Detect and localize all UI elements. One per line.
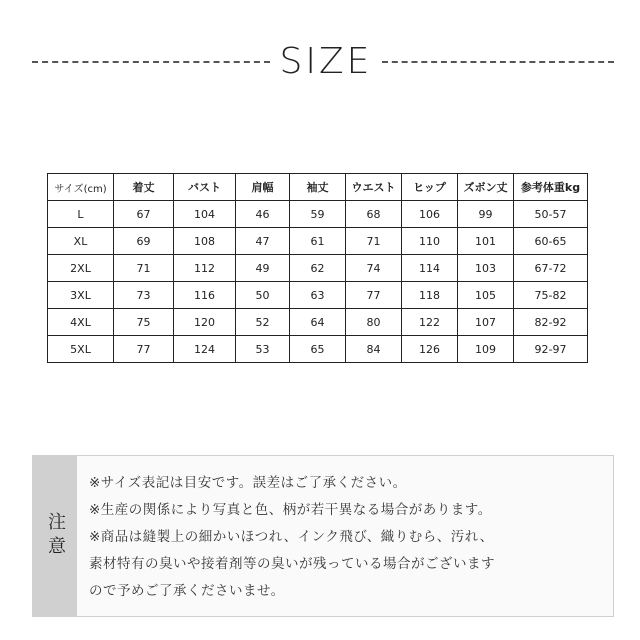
notice-label: 注意	[45, 512, 66, 560]
table-cell: 106	[402, 201, 458, 228]
header-size: サイズ(cm)	[48, 174, 114, 201]
table-cell: 116	[174, 282, 236, 309]
table-row	[48, 201, 588, 228]
header-pants-length: ズボン丈	[458, 174, 514, 201]
size-label-cell: 4XL	[48, 309, 114, 336]
size-label-cell: L	[48, 201, 114, 228]
table-cell: 105	[458, 282, 514, 309]
notice-line: ※サイズ表記は目安です。誤差はご了承ください。	[89, 475, 407, 491]
notice-line: ※商品は縫製上の細かいほつれ、インク飛び、織りむら、汚れ、	[89, 529, 494, 545]
table-cell: 64	[290, 309, 346, 336]
notice-line: ※生産の関係により写真と色、柄が若干異なる場合があります。	[89, 502, 492, 518]
table-cell: 99	[458, 201, 514, 228]
title-divider-right	[382, 61, 614, 63]
size-label-cell: 2XL	[48, 255, 114, 282]
table-cell: 73	[114, 282, 174, 309]
table-cell: 46	[236, 201, 290, 228]
table-cell: 71	[114, 255, 174, 282]
table-cell: 62	[290, 255, 346, 282]
table-cell: 101	[458, 228, 514, 255]
table-cell: 122	[402, 309, 458, 336]
table-cell: 65	[290, 336, 346, 363]
header-hip: ヒップ	[402, 174, 458, 201]
table-cell: 103	[458, 255, 514, 282]
table-cell: 82-92	[514, 309, 588, 336]
table-cell: 74	[346, 255, 402, 282]
table-cell: 71	[346, 228, 402, 255]
header-bust: バスト	[174, 174, 236, 201]
page-title: SIZE	[279, 41, 373, 82]
table-cell: 77	[114, 336, 174, 363]
table-cell: 60-65	[514, 228, 588, 255]
notice-line: ので予めご了承くださいませ。	[89, 583, 285, 599]
table-cell: 61	[290, 228, 346, 255]
table-cell: 50-57	[514, 201, 588, 228]
table-cell: 53	[236, 336, 290, 363]
header-length: 着丈	[114, 174, 174, 201]
table-cell: 107	[458, 309, 514, 336]
header-sleeve: 袖丈	[290, 174, 346, 201]
table-cell: 92-97	[514, 336, 588, 363]
table-cell: 75-82	[514, 282, 588, 309]
table-cell: 84	[346, 336, 402, 363]
table-cell: 77	[346, 282, 402, 309]
table-cell: 118	[402, 282, 458, 309]
table-cell: 52	[236, 309, 290, 336]
table-cell: 112	[174, 255, 236, 282]
table-cell: 69	[114, 228, 174, 255]
table-cell: 67	[114, 201, 174, 228]
size-table-body	[48, 201, 588, 363]
header-weight: 参考体重kg	[514, 174, 588, 201]
table-cell: 80	[346, 309, 402, 336]
table-cell: 126	[402, 336, 458, 363]
title-row	[0, 38, 640, 86]
table-cell: 124	[174, 336, 236, 363]
table-cell: 104	[174, 201, 236, 228]
table-row	[48, 336, 588, 363]
size-label-cell: XL	[48, 228, 114, 255]
table-header-row	[48, 174, 588, 201]
table-cell: 49	[236, 255, 290, 282]
header-waist: ウエスト	[346, 174, 402, 201]
notice-box	[32, 455, 614, 617]
table-row	[48, 228, 588, 255]
table-cell: 50	[236, 282, 290, 309]
table-cell: 59	[290, 201, 346, 228]
table-row	[48, 255, 588, 282]
notice-line: 素材特有の臭いや接着剤等の臭いが残っている場合がございます	[89, 556, 495, 572]
table-cell: 68	[346, 201, 402, 228]
table-cell: 110	[402, 228, 458, 255]
table-cell: 108	[174, 228, 236, 255]
notice-label-panel	[33, 456, 77, 616]
table-cell: 120	[174, 309, 236, 336]
table-cell: 67-72	[514, 255, 588, 282]
table-cell: 109	[458, 336, 514, 363]
size-table	[47, 173, 588, 363]
notice-lines	[89, 470, 609, 605]
size-label-cell: 5XL	[48, 336, 114, 363]
table-cell: 47	[236, 228, 290, 255]
table-cell: 114	[402, 255, 458, 282]
table-row	[48, 309, 588, 336]
size-label-cell: 3XL	[48, 282, 114, 309]
title-divider-left	[32, 61, 270, 63]
table-cell: 75	[114, 309, 174, 336]
table-row	[48, 282, 588, 309]
table-cell: 63	[290, 282, 346, 309]
header-shoulder: 肩幅	[236, 174, 290, 201]
